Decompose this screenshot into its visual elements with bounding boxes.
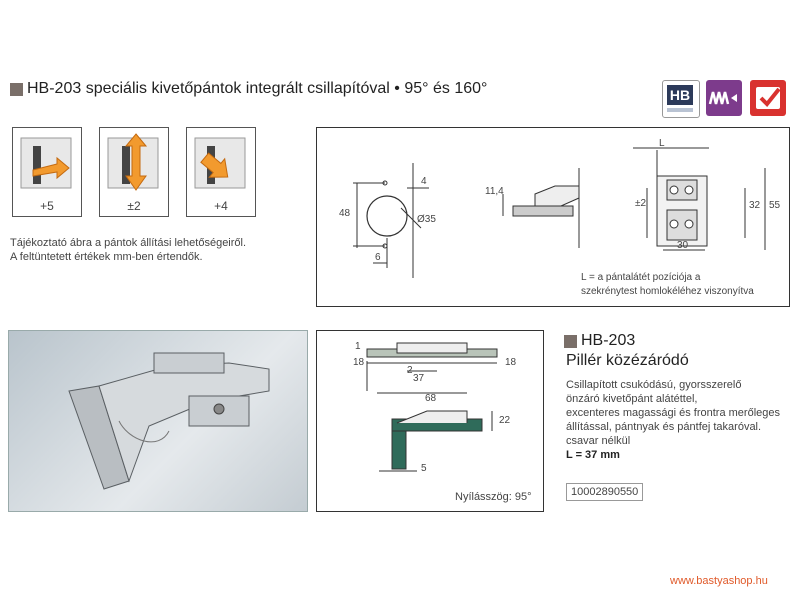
product-code-title [564, 332, 635, 350]
adjust-thumb-side [12, 127, 82, 217]
opening-angle-caption: Nyílásszög: 95° [455, 491, 532, 503]
dim-2: 2 [407, 365, 413, 376]
product-title-square-icon [564, 335, 577, 348]
dim-68: 68 [425, 393, 437, 404]
technical-drawing-top [316, 127, 790, 307]
adjust-label-side: +5 [40, 199, 54, 213]
adjust-note-line1: Tájékoztató ábra a pántok állítási lehetőségeiről. [10, 237, 247, 249]
footer-url[interactable]: www.bastyashop.hu [670, 575, 768, 587]
dim-18-right: 18 [505, 357, 517, 368]
article-number: 10002890550 [566, 483, 643, 501]
desc-line-5: csavar nélkül [566, 435, 631, 447]
drawing-caption [581, 271, 754, 299]
technical-drawing-bottom [316, 330, 544, 512]
product-description [566, 378, 796, 462]
product-spec: L = 37 mm [566, 449, 620, 461]
dim-5: 5 [421, 463, 427, 474]
dim-1: 1 [355, 341, 361, 352]
adjust-label-height: ±2 [127, 199, 141, 213]
dim-6: 6 [375, 252, 381, 263]
dim-22: 22 [499, 415, 511, 426]
hb-logo-badge [662, 80, 700, 118]
dim-pm2: ±2 [635, 198, 647, 209]
soft-close-icon [706, 80, 742, 116]
dim-11-4: 11,4 [485, 186, 504, 197]
page-title-text: HB-203 speciális kivetőpántok integrált csillapítóval • 95° és 160° [27, 80, 488, 97]
check-badge [750, 80, 786, 116]
adjust-thumb-depth [186, 127, 256, 217]
drawing-caption-line2: szekrénytest homlokéléhez viszonyítva [581, 286, 754, 297]
dim-32: 32 [749, 200, 761, 211]
adjust-note-line2: A feltüntetett értékek mm-ben értendők. [10, 251, 203, 263]
hinge-product-image [9, 331, 307, 511]
dim-30: 30 [677, 240, 689, 251]
dim-37: 37 [413, 373, 425, 384]
dim-18-left: 18 [353, 357, 365, 368]
hinge-depth-adjust-icon [187, 128, 255, 198]
page-title [10, 80, 487, 98]
product-code: HB-203 [581, 332, 636, 349]
title-square-icon [10, 83, 23, 96]
desc-line-3: excenteres magassági és frontra merőleges [566, 407, 780, 419]
dim-35: Ø35 [417, 214, 436, 225]
adjust-note [10, 236, 300, 264]
adjust-thumb-height [99, 127, 169, 217]
desc-line-1: Csillapított csukódású, gyorsszerelő [566, 379, 742, 391]
product-name: Pillér közézáródó [566, 352, 689, 369]
dim-4: 4 [421, 176, 427, 187]
adjust-label-depth: +4 [214, 199, 228, 213]
hinge-height-adjust-icon [100, 128, 168, 198]
dim-L: L [659, 138, 665, 149]
desc-line-4: állítással, pántnyak és pántfej takaróval. [566, 421, 762, 433]
hb-logo-icon: HB [667, 85, 693, 105]
dim-48: 48 [339, 208, 351, 219]
soft-close-badge [706, 80, 742, 116]
hinge-side-adjust-icon [13, 128, 81, 198]
hinge-photo [8, 330, 308, 512]
drawing-caption-line1: L = a pántalátét pozíciója a [581, 272, 701, 283]
desc-line-2: önzáró kivetőpánt alátéttel, [566, 393, 698, 405]
dim-55: 55 [769, 200, 781, 211]
check-icon [750, 80, 786, 116]
